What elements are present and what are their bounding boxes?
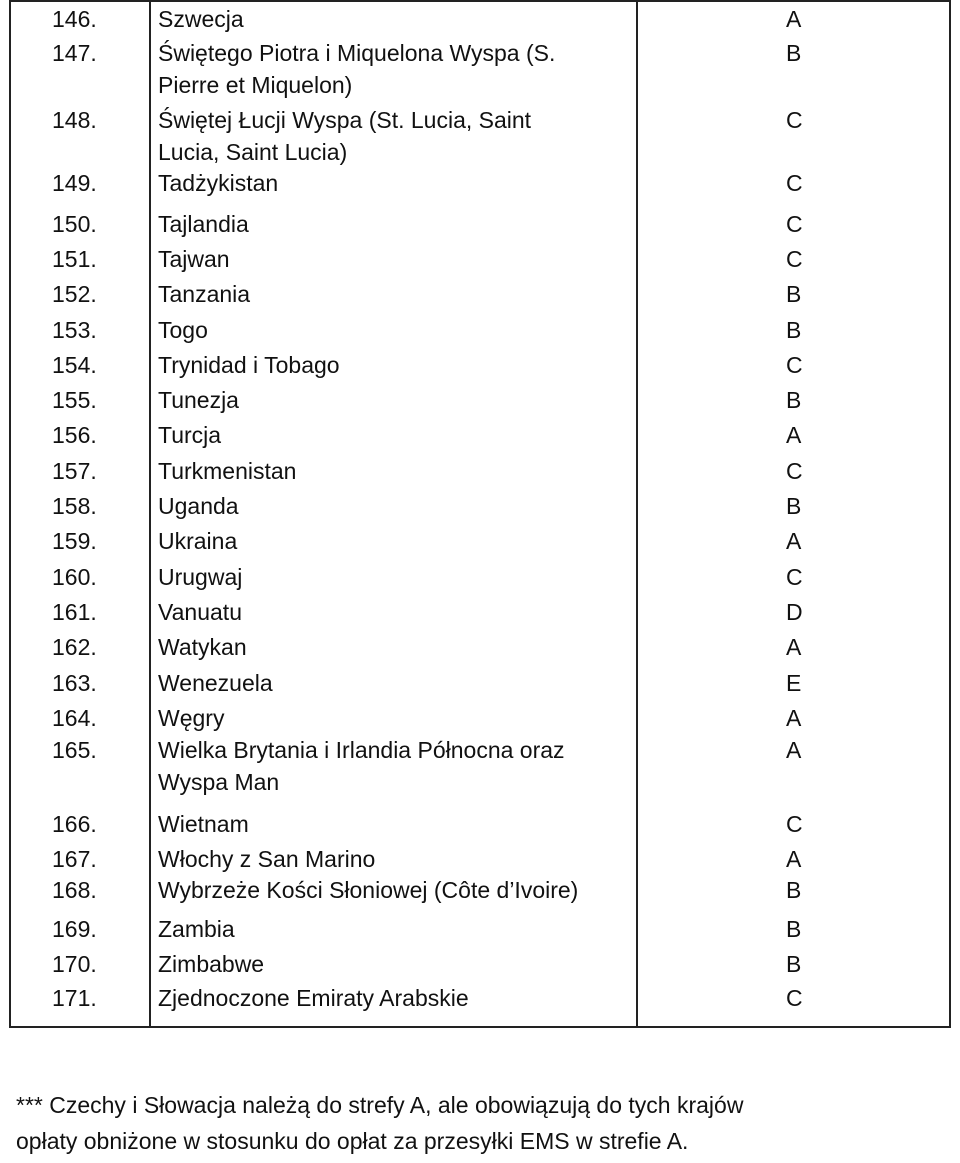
zone-letter: B [786, 916, 802, 942]
row-number: 148. [52, 107, 97, 133]
country-name: Uganda [158, 493, 239, 519]
row-number: 151. [52, 246, 97, 272]
zone-letter: D [786, 599, 803, 625]
country-name: Zjednoczone Emiraty Arabskie [158, 985, 469, 1011]
row-number: 165. [52, 737, 97, 763]
zone-letter: A [786, 846, 802, 872]
row-number: 146. [52, 6, 97, 32]
row-number: 163. [52, 670, 97, 696]
row-number: 154. [52, 352, 97, 378]
country-name: Wenezuela [158, 670, 273, 696]
country-name: Szwecja [158, 6, 244, 32]
row-number: 155. [52, 387, 97, 413]
row-number: 164. [52, 705, 97, 731]
zone-letter: A [786, 528, 802, 554]
zone-letter: C [786, 458, 803, 484]
row-number: 168. [52, 877, 97, 903]
country-name: Zimbabwe [158, 951, 265, 977]
row-number: 152. [52, 281, 97, 307]
row-number: 162. [52, 634, 97, 660]
row-number: 160. [52, 564, 97, 590]
row-number: 157. [52, 458, 97, 484]
row-number: 147. [52, 40, 97, 66]
country-name: Tunezja [158, 387, 239, 413]
zone-letter: A [786, 634, 802, 660]
row-number: 170. [52, 951, 97, 977]
country-name: Ukraina [158, 528, 238, 554]
zone-letter: A [786, 6, 802, 32]
zone-letter: B [786, 493, 802, 519]
country-name: Togo [158, 317, 208, 343]
country-name: Węgry [158, 705, 225, 731]
zone-letter: B [786, 877, 802, 903]
country-name: Świętej Łucji Wyspa (St. Lucia, Saint [158, 107, 532, 133]
country-name: Tanzania [158, 281, 251, 307]
row-number: 171. [52, 985, 97, 1011]
country-name: Trynidad i Tobago [158, 352, 340, 378]
country-name: Wybrzeże Kości Słoniowej (Côte d’Ivoire) [158, 877, 579, 903]
country-name: Urugwaj [158, 564, 243, 590]
country-name: Wietnam [158, 811, 249, 837]
zone-letter: B [786, 951, 802, 977]
row-number: 153. [52, 317, 97, 343]
row-number: 167. [52, 846, 97, 872]
country-name: Vanuatu [158, 599, 242, 625]
zone-letter: B [786, 317, 802, 343]
row-number: 161. [52, 599, 97, 625]
row-number: 169. [52, 916, 97, 942]
country-name: Tajwan [158, 246, 230, 272]
column-divider-zone [636, 0, 638, 1028]
zone-letter: E [786, 670, 802, 696]
zone-letter: B [786, 281, 802, 307]
column-divider-number [149, 0, 151, 1028]
country-name: Wyspa Man [158, 769, 280, 795]
country-name: Pierre et Miquelon) [158, 72, 353, 98]
country-name: Tadżykistan [158, 170, 279, 196]
row-number: 150. [52, 211, 97, 237]
footnote-line-1: *** Czechy i Słowacja należą do strefy A, ale obowiązują do tych krajów [16, 1092, 744, 1118]
zone-letter: B [786, 387, 802, 413]
zone-letter: C [786, 352, 803, 378]
row-number: 159. [52, 528, 97, 554]
zone-letter: C [786, 246, 803, 272]
zone-letter: C [786, 211, 803, 237]
zone-letter: B [786, 40, 802, 66]
zone-letter: A [786, 705, 802, 731]
row-number: 156. [52, 422, 97, 448]
country-name: Turkmenistan [158, 458, 297, 484]
zone-letter: C [786, 985, 803, 1011]
country-name: Watykan [158, 634, 247, 660]
zone-letter: C [786, 811, 803, 837]
country-name: Zambia [158, 916, 235, 942]
country-name: Włochy z San Marino [158, 846, 376, 872]
country-name: Turcja [158, 422, 222, 448]
footnote-line-2: opłaty obniżone w stosunku do opłat za przesyłki EMS w strefie A. [16, 1128, 689, 1154]
country-name: Wielka Brytania i Irlandia Północna oraz [158, 737, 565, 763]
zone-letter: C [786, 107, 803, 133]
country-name: Świętego Piotra i Miquelona Wyspa (S. [158, 40, 556, 66]
row-number: 166. [52, 811, 97, 837]
zone-letter: C [786, 170, 803, 196]
zone-letter: A [786, 422, 802, 448]
country-name: Lucia, Saint Lucia) [158, 139, 348, 165]
row-number: 149. [52, 170, 97, 196]
country-name: Tajlandia [158, 211, 249, 237]
zone-letter: C [786, 564, 803, 590]
row-number: 158. [52, 493, 97, 519]
zone-letter: A [786, 737, 802, 763]
